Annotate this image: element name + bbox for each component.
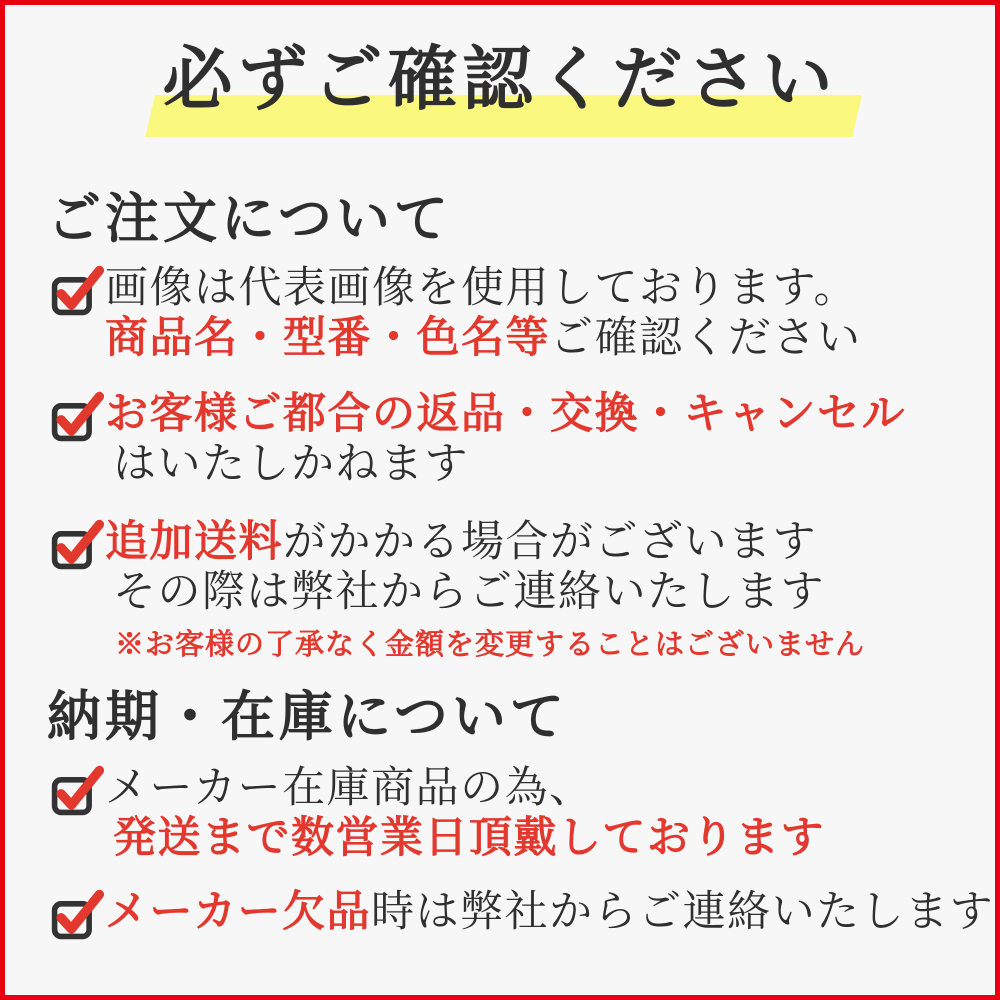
item-text-black: その際は弊社からご連絡いたします [113,567,825,617]
item-line [113,567,865,617]
item-text-red: お客様ご都合の返品・交換・キャンセル [105,389,906,439]
checklist-item-text [105,763,825,863]
item-text-red: 追加送料 [105,517,283,567]
item-line [105,517,865,567]
item-line [105,263,862,313]
checklist-item-lead-time [49,763,825,863]
item-text-red: 発送まで数営業日頂戴しております [113,813,825,863]
item-line [113,439,906,489]
checklist-item-text [105,517,865,661]
item-text-red: メーカー欠品 [105,887,372,937]
item-text-black: はいたしかねます [113,439,469,489]
checklist-item-product-image [49,263,862,363]
item-text-black: 時は弊社からご連絡いたします [371,887,995,937]
item-text-black: がかかる場合がございます [283,517,817,567]
checkbox-checked-icon [49,265,105,317]
page-title: 必ずご確認ください [162,37,838,120]
checkbox-checked-icon [49,889,105,941]
item-line [105,313,862,363]
checkbox-checked-icon [49,391,105,443]
item-line [113,813,825,863]
item-text-black: ご確認ください [550,313,862,363]
item-line [105,763,825,813]
item-line [105,887,994,937]
price-change-note: ※お客様の了承なく金額を変更することはございません [115,627,866,661]
checklist-item-text [105,887,994,937]
item-text-black: 画像は代表画像を使用しております。 [105,263,859,313]
checklist-item-out-of-stock [49,887,994,941]
checklist-item-text [105,263,862,363]
checkbox-checked-icon [49,519,105,571]
checklist-item-extra-shipping [49,517,865,661]
item-text-black: メーカー在庫商品の為、 [105,763,594,813]
section-heading-stock: 納期・在庫について [47,684,568,748]
checklist-item-text [105,389,906,489]
item-line [105,389,906,439]
section-heading-order: ご注文について [47,186,452,250]
page-title-wrap [5,39,995,120]
checklist-item-return-policy [49,389,906,489]
checkbox-checked-icon [49,765,105,817]
item-text-red: 商品名・型番・色名等 [105,313,550,363]
